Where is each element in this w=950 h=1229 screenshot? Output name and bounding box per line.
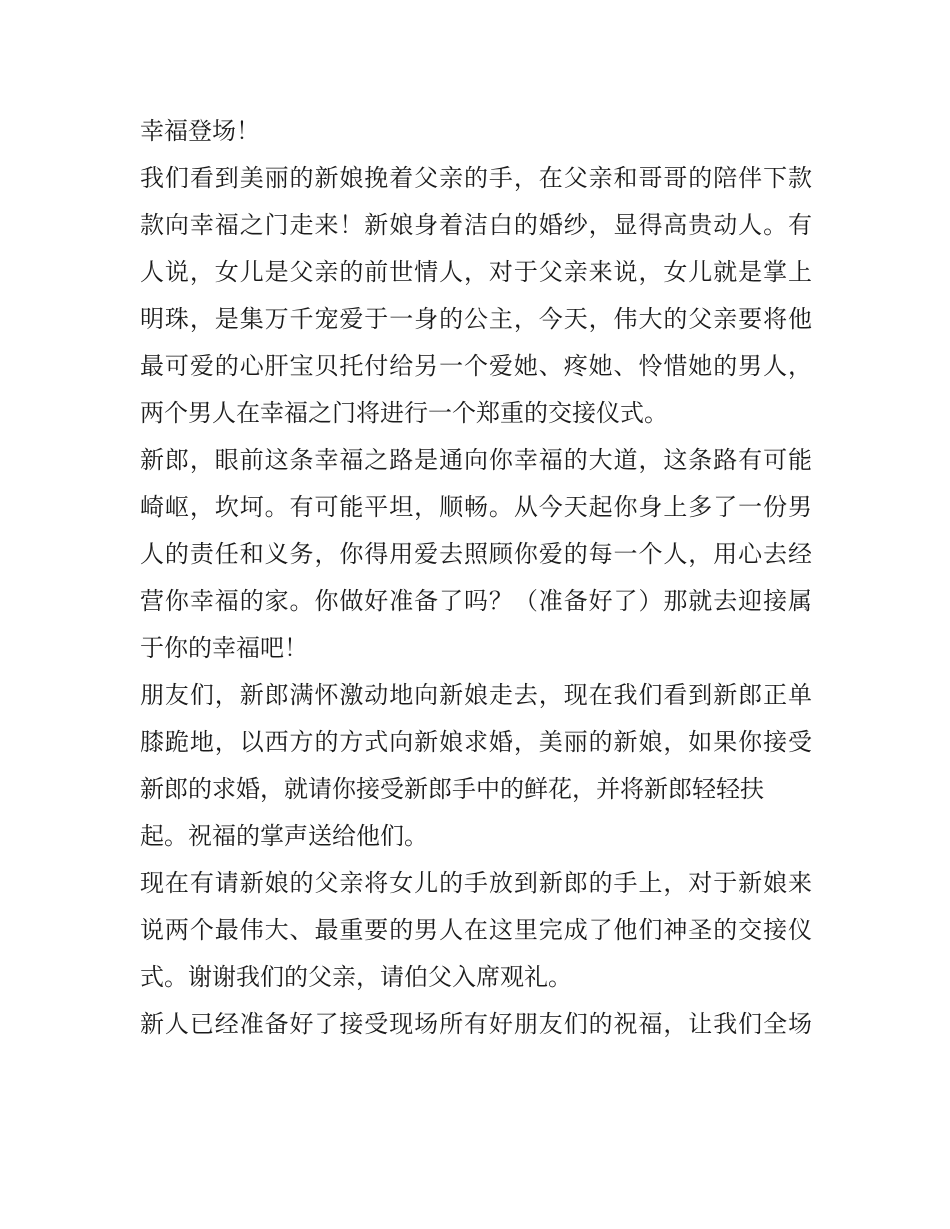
text-line: 人的责任和义务，你得用爱去照顾你爱的每一个人，用心去经 [140,540,812,568]
text-line: 式。谢谢我们的父亲，请伯父入席观礼。 [140,963,572,991]
text-line: 款向幸福之门走来！新娘身着洁白的婚纱，显得高贵动人。有 [140,211,812,239]
text-line: 新郎的求婚，就请你接受新郎手中的鲜花，并将新郎轻轻扶 [140,775,764,803]
text-line: 新郎，眼前这条幸福之路是通向你幸福的大道，这条路有可能 [140,446,812,474]
document-body [140,108,812,1048]
text-line: 幸福登场！ [140,117,260,145]
text-line: 营你幸福的家。你做好准备了吗？（准备好了）那就去迎接属 [140,587,812,615]
text-line: 说两个最伟大、最重要的男人在这里完成了他们神圣的交接仪 [140,916,812,944]
text-line: 于你的幸福吧！ [140,634,308,662]
text-line: 现在有请新娘的父亲将女儿的手放到新郎的手上，对于新娘来 [140,869,812,897]
text-line: 崎岖，坎坷。有可能平坦，顺畅。从今天起你身上多了一份男 [140,493,812,521]
text-line: 明珠，是集万千宠爱于一身的公主，今天，伟大的父亲要将他 [140,305,812,333]
text-line: 人说，女儿是父亲的前世情人，对于父亲来说，女儿就是掌上 [140,258,812,286]
text-line: 膝跪地，以西方的方式向新娘求婚，美丽的新娘，如果你接受 [140,728,812,756]
text-line: 两个男人在幸福之门将进行一个郑重的交接仪式。 [140,399,668,427]
text-line: 我们看到美丽的新娘挽着父亲的手，在父亲和哥哥的陪伴下款 [140,164,812,192]
text-line: 新人已经准备好了接受现场所有好朋友们的祝福，让我们全场 [140,1010,812,1038]
text-line: 最可爱的心肝宝贝托付给另一个爱她、疼她、怜惜她的男人， [140,352,812,380]
text-line: 朋友们，新郎满怀激动地向新娘走去，现在我们看到新郎正单 [140,681,812,709]
text-line: 起。祝福的掌声送给他们。 [140,822,428,850]
